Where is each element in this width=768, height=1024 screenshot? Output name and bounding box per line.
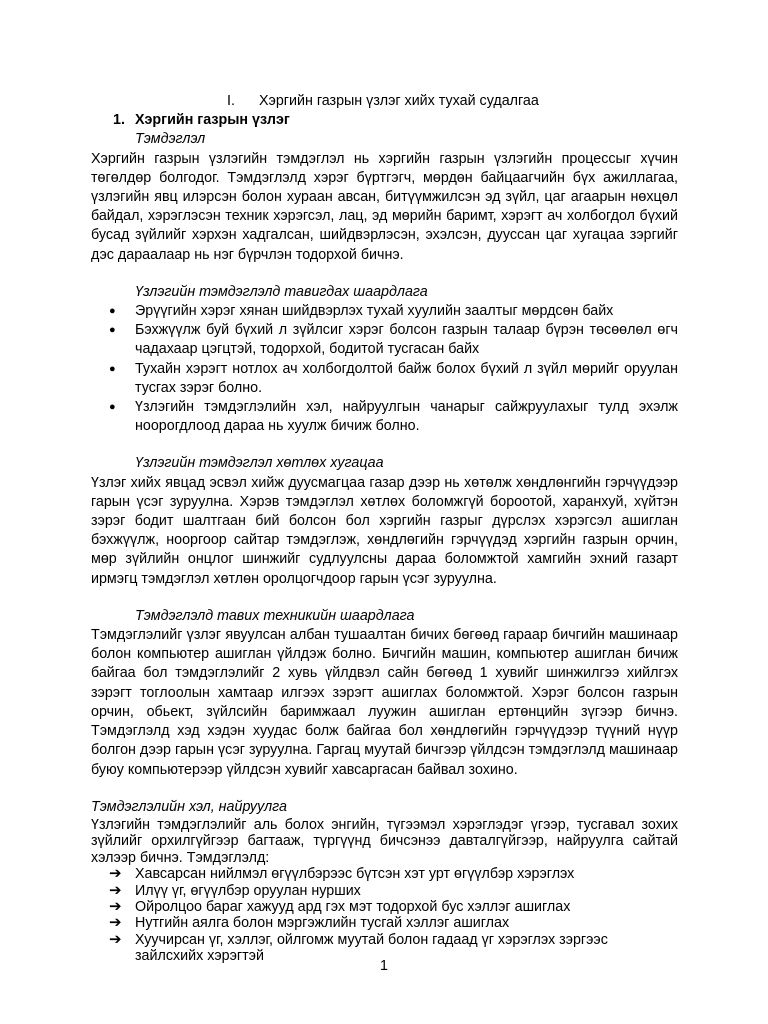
list-item: ● Эрүүгийн хэрэг хянан шийдвэрлэх тухай хуулийн заалтыг мөрдсөн байх <box>91 302 678 321</box>
paragraph-temdeglel: Хэргийн газрын үзлэгийн тэмдэглэл нь хэргийн газрын үзлэгийн процессыг хүчин төгөлдөр болгодог. Тэмдэглэлд хэрэг бүртгэгч, мөрдөн байцаагчийн бүх ажиллагаа, үзлэгийн явц илэрсэн болон хураан авсан, битүүмжилсэн эд зүйл, цаг агаарын нөхцөл байдал, хэрэглэсэн техник хэрэгсэл, лац, эд мөрийн баримт, хэрэгт ач холбогдол бүхий бусад зүйлийг хэрхэн хадгалсан, шийдвэрлэсэн, эхэлсэн, дууссан цаг хугацаа зэргийг дэс дараалаар нь нэг бүрчлэн тодорхой бичнэ. <box>91 150 678 263</box>
subtitle-requirements: Үзлэгийн тэмдэглэлд тавигдах шаардлага <box>135 283 428 300</box>
subtitle-temdeglel: Тэмдэглэл <box>135 131 206 148</box>
section-heading <box>91 111 678 130</box>
bullet-icon: ● <box>109 362 116 375</box>
arrow-icon: ➔ <box>109 881 122 899</box>
page-content <box>91 92 678 965</box>
bullet-icon: ● <box>109 401 116 414</box>
paragraph-technical: Тэмдэглэлийг үзлэг явуулсан албан тушаалтан бичих бөгөөд гараар бичгийн машинаар болон компьютер ашиглан үйлдэж болно. Бичгийн машин, компьютер ашиглан бичиж байгаа бол тэмдэглэлийг 2 хувь үйлдвэл сайн бөгөөд 1 хувийг шинжилгээ хийлгэх зэрэгт тоглоолын хамтаар илгээх зэрэгт ашиглах боломжтой. Хэрэг болсон газрын орчин, обьект, зүйлсийн баримжаал луужин ашиглан ертөнцийн зүгээр бичнэ. Тэмдэглэлд хэд хэдэн хуудас болж байгаа бол хөндлөгийн гэрчүүдээр түүний нүүр болгон дээр гарын үсэг зуруулна. Гаргац муутай бичгээр үйлдсэн тэмдэглэлд машинаар буюу компьютерээр үйлдсэн хувийг хавсаргасан байвал зохино. <box>91 627 678 778</box>
paragraph-language: Үзлэгийн тэмдэглэлийг аль болох энгийн, түгээмэл хэрэглэдэг үгээр, тусгавал зохих зүйлийг орхилгүйгээр багтааж, түргүүнд бичсэнээ давталгүйгээр, найруулга сайтай хэлээр бичнэ. Тэмдэглэлд: <box>91 816 678 866</box>
list-item: ➔ Хавсарсан нийлмэл өгүүлбэрээс бүтсэн хэт урт өгүүлбэр хэрэглэх <box>109 865 575 883</box>
subtitle-time: Үзлэгийн тэмдэглэл хөтлөх хугацаа <box>135 455 384 472</box>
subtitle-language: Тэмдэглэлийн хэл, найруулга <box>91 798 287 815</box>
list-item: ➔ Илүү үг, өгүүлбэр оруулан нурших <box>109 881 361 899</box>
list-item: ➔ Нутгийн аялга болон мэргэжлийн тусгай хэллэг ашиглах <box>109 914 510 932</box>
list-item: ● Үзлэгийн тэмдэглэлийн хэл, найруулгын чанарыг сайжруулахыг тулд эхэлж ноорогдлоод дараа нь хуулж бичиж болно. <box>109 399 678 435</box>
list-item: ● Бэхжүүлж буй бүхий л зүйлсиг хэрэг болсон газрын талаар бүрэн төсөөлөл өгч чадахаар цэгцтэй, тодорхой, бодитой тусгасан байх <box>109 322 678 358</box>
chapter-title: Хэргийн газрын үзлэг хийх тухай судалгаа <box>259 93 539 109</box>
arrow-icon: ➔ <box>109 914 122 932</box>
list-item: ● Тухайн хэрэгт нотлох ач холбогдолтой байж болох бүхий л зүйл мөрийг оруулан тусгах зэрэг болно. <box>109 360 678 396</box>
list-item: ➔ Ойролцоо бараг хажууд ард гэх мэт тодорхой бус хэллэг ашиглах <box>109 897 571 915</box>
page-number: 1 <box>380 958 388 974</box>
chapter-heading <box>91 92 678 111</box>
arrow-icon: ➔ <box>109 865 122 883</box>
subtitle-technical: Тэмдэглэлд тавих техникийн шаардлага <box>135 607 415 624</box>
requirements-list <box>91 302 678 436</box>
chapter-roman-numeral: I. <box>227 93 235 109</box>
avoid-list <box>91 866 678 964</box>
arrow-icon: ➔ <box>109 897 122 915</box>
section-number: 1. <box>113 112 125 129</box>
bullet-icon: ● <box>109 305 116 318</box>
section-title: Хэргийн газрын үзлэг <box>135 112 290 129</box>
list-item: ➔ Хуучирсан үг, хэллэг, ойлгомж муутай болон гадаад үг хэрэглэх зэргээс зайлсхийх хэрэгтэй <box>109 930 608 965</box>
bullet-icon: ● <box>109 324 116 337</box>
paragraph-time: Үзлэг хийх явцад эсвэл хийж дуусмагцаа газар дээр нь хөтөлж хөндлөнгийн гэрчүүдээр гарын үсэг зуруулна. Хэрэв тэмдэглэл хөтлөх боломжгүй бороотой, харанхуй, хүйтэн зэрэг бодит шалтгаан бий болсон бол хэргийн газрыг дүрслэх хэрэгсэл ашиглан бэхжүүлж, нооргоор сайтар тэмдэглэж, хөндлөгийн гэрчүүдэд хэргийн газрын орчин, мөр зүйлийн онцлог шинжийг судлуулсны дараа боломжтой хамгийн эхний газарт ирмэгц тэмдэглэл хөтлөн оролцогчдоор гарын үсэг зуруулна. <box>91 474 678 587</box>
arrow-icon: ➔ <box>109 930 122 948</box>
